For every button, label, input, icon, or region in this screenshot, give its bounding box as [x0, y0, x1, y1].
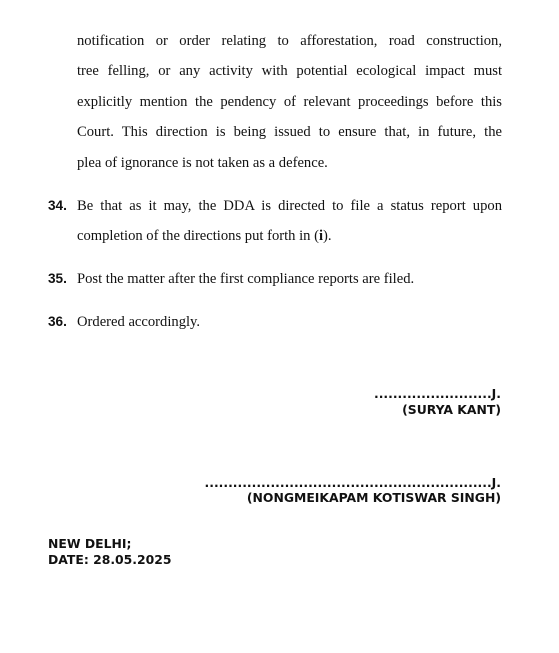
place-line: NEW DELHI; — [48, 536, 132, 551]
para-33-line-3: explicitly mention the pendency of relevant proceedings before this — [77, 94, 502, 110]
date-line: DATE: 28.05.2025 — [48, 552, 172, 567]
signature-line-2: .............................................................J. — [204, 475, 501, 490]
signature-line-1: .........................J. — [374, 386, 501, 401]
para-33-line-5: plea of ignorance is not taken as a defence. — [77, 155, 328, 171]
judge-name-2: (NONGMEIKAPAM KOTISWAR SINGH) — [246, 490, 501, 505]
para-35-text: Post the matter after the first compliance reports are filed. — [77, 271, 415, 287]
para-35-number: 35. — [48, 271, 67, 286]
para-33-line-4: Court. This direction is being issued to ensure that, in future, the — [77, 124, 502, 140]
para-34-line-1: Be that as it may, the DDA is directed to file a status report upon — [77, 198, 502, 214]
para-33-line-2: tree felling, or any activity with potential ecological impact must — [77, 63, 502, 79]
para-33-line-1: notification or order relating to afforestation, road construction, — [77, 33, 502, 49]
para-36-number: 36. — [48, 314, 67, 329]
para-34-direction-ref: i — [318, 228, 324, 244]
para-34-line-2 — [77, 227, 502, 245]
para-36-text: Ordered accordingly. — [77, 314, 201, 330]
para-34-line-2-end: ). — [323, 228, 332, 244]
para-34-number: 34. — [48, 198, 67, 213]
para-34-line-2-start: completion of the directions put forth in ( — [77, 228, 319, 244]
judge-name-1: (SURYA KANT) — [402, 402, 501, 417]
